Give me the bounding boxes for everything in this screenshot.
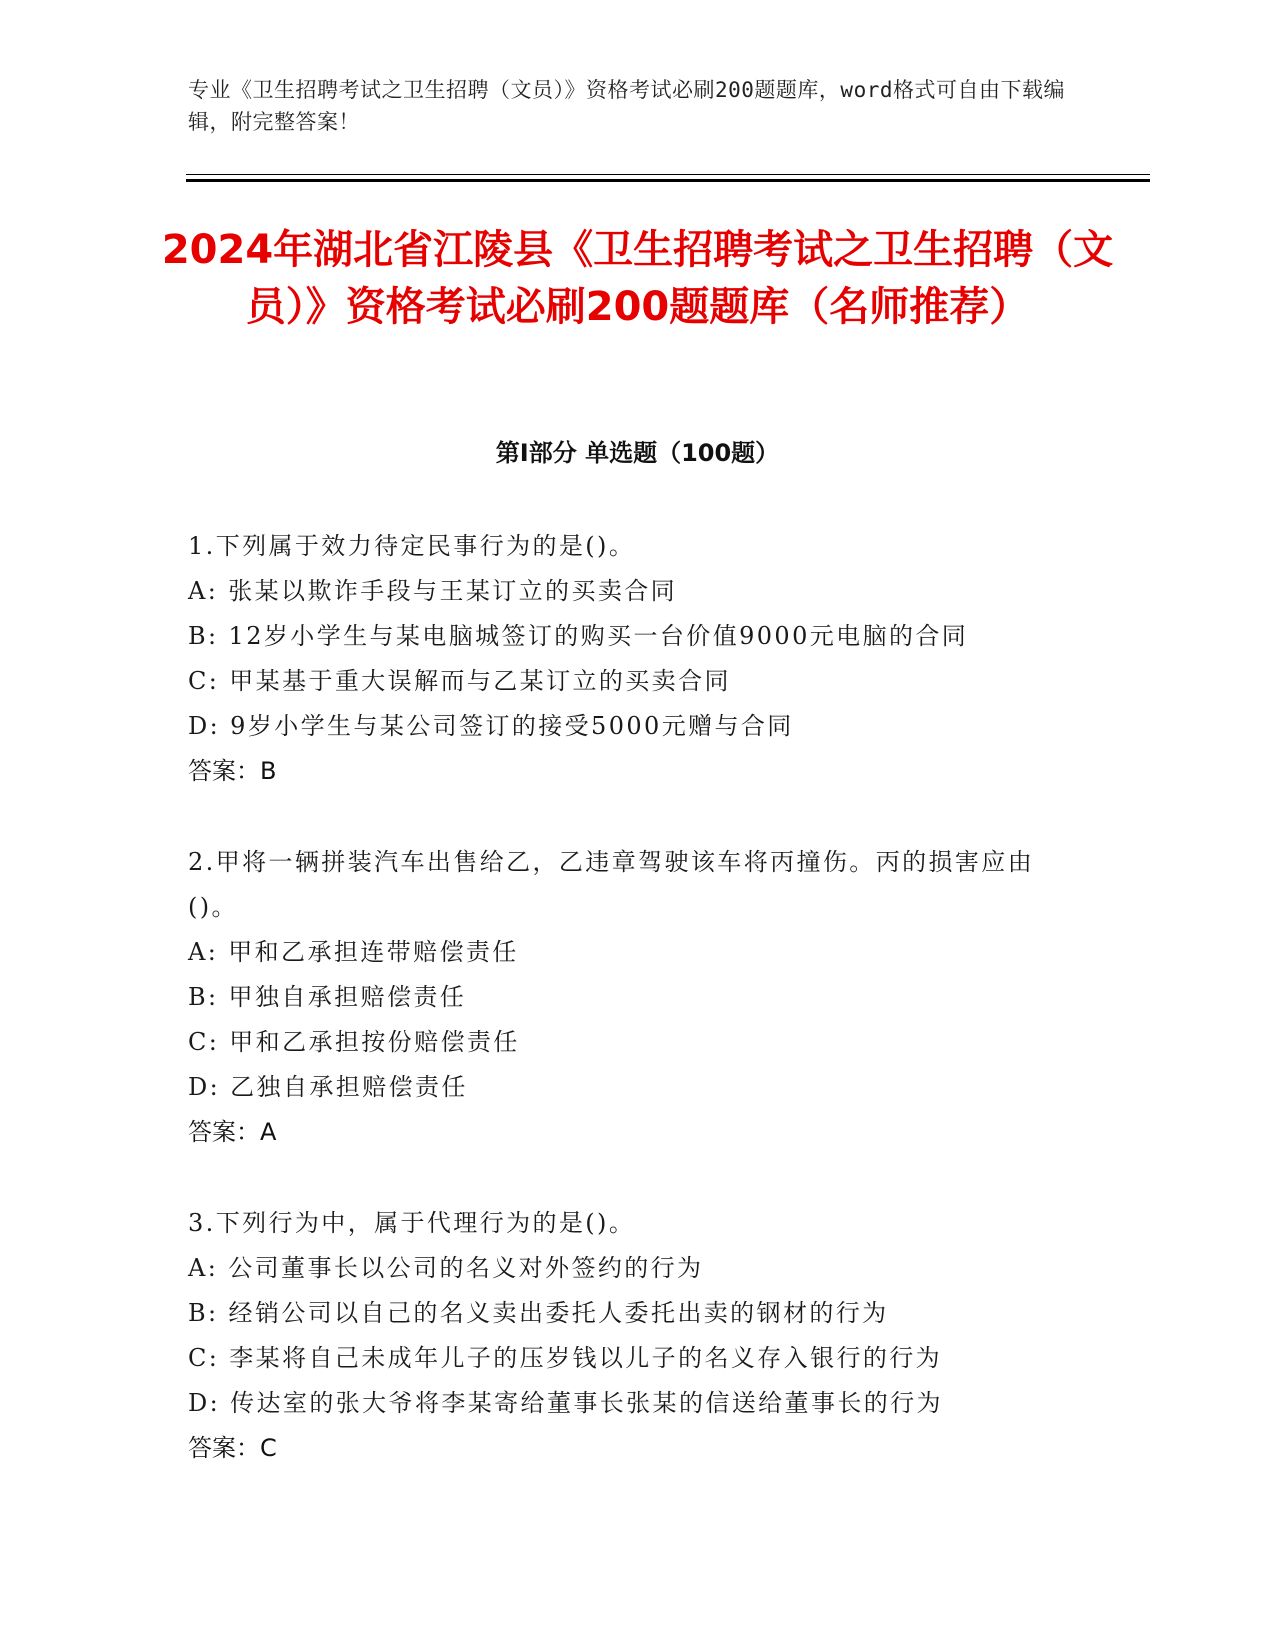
header-divider-thin xyxy=(186,174,1150,175)
header-note: 专业《卫生招聘考试之卫生招聘（文员）》资格考试必刷200题题库，word格式可自由下载编辑，附完整答案！ xyxy=(188,78,1065,134)
option-d: D: 传达室的张大爷将李某寄给董事长张某的信送给董事长的行为 xyxy=(188,1389,943,1417)
question-list xyxy=(188,524,1068,1517)
question-3 xyxy=(188,1201,1068,1471)
option-c: C: 李某将自己未成年儿子的压岁钱以儿子的名义存入银行的行为 xyxy=(188,1344,943,1372)
question-stem: 2.甲将一辆拼装汽车出售给乙，乙违章驾驶该车将丙撞伤。丙的损害应由()。 xyxy=(188,848,1035,921)
option-c: C: 甲和乙承担按份赔偿责任 xyxy=(188,1028,520,1056)
answer: 答案：B xyxy=(188,757,277,785)
question-stem: 1.下列属于效力待定民事行为的是()。 xyxy=(188,532,636,560)
question-2 xyxy=(188,840,1068,1155)
section-heading: 第I部分 单选题（100题） xyxy=(495,439,780,467)
option-c: C: 甲某基于重大误解而与乙某订立的买卖合同 xyxy=(188,667,731,695)
answer: 答案：C xyxy=(188,1434,277,1462)
option-d: D: 9岁小学生与某公司签订的接受5000元赠与合同 xyxy=(188,712,794,740)
answer: 答案：A xyxy=(188,1118,277,1146)
option-a: A: 张某以欺诈手段与王某订立的买卖合同 xyxy=(188,577,678,605)
option-d: D: 乙独自承担赔偿责任 xyxy=(188,1073,468,1101)
option-b: B: 经销公司以自己的名义卖出委托人委托出卖的钢材的行为 xyxy=(188,1299,889,1327)
option-a: A: 公司董事长以公司的名义对外签约的行为 xyxy=(188,1254,704,1282)
header-divider-thick xyxy=(186,179,1150,182)
option-b: B: 甲独自承担赔偿责任 xyxy=(188,983,467,1011)
document-title: 2024年湖北省江陵县《卫生招聘考试之卫生招聘（文员）》资格考试必刷200题题库（名师推荐） xyxy=(161,227,1114,330)
option-a: A: 甲和乙承担连带赔偿责任 xyxy=(188,938,519,966)
option-b: B: 12岁小学生与某电脑城签订的购买一台价值9000元电脑的合同 xyxy=(188,622,969,650)
question-1 xyxy=(188,524,1068,794)
question-stem: 3.下列行为中，属于代理行为的是()。 xyxy=(188,1209,636,1237)
